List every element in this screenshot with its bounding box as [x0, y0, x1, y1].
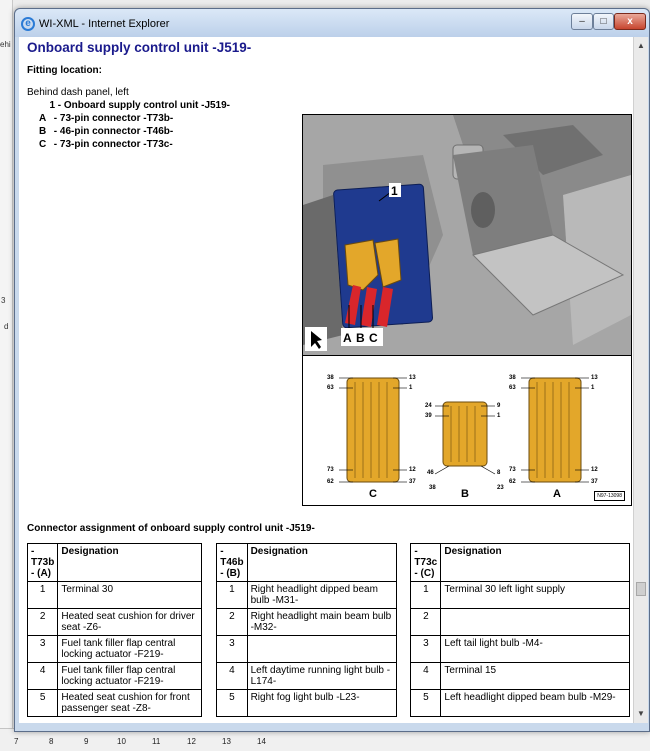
close-button[interactable]: x	[614, 13, 646, 30]
pin-designation: Left daytime running light bulb -L174-	[247, 663, 396, 690]
pin-label: 9	[497, 403, 501, 409]
pin-number: 5	[411, 690, 441, 717]
column-gap	[396, 544, 411, 582]
pin-label: 38	[509, 375, 516, 381]
connector-diagram	[303, 356, 631, 505]
table-row	[28, 690, 630, 717]
pin-number: 2	[217, 609, 247, 636]
background-text-fragment: d	[4, 322, 9, 331]
pin-label: 62	[509, 479, 516, 485]
column-header: - T73b - (A)	[28, 544, 58, 582]
pin-label: 73	[327, 467, 334, 473]
figure-reference: N97-13098	[594, 491, 625, 501]
pin-designation: Left tail light bulb -M4-	[441, 636, 630, 663]
page-title: Onboard supply control unit -J519-	[27, 40, 252, 55]
legend-item: A - 73-pin connector -T73b-	[39, 113, 174, 124]
table-row	[28, 636, 630, 663]
legend-item: B - 46-pin connector -T46b-	[39, 126, 174, 137]
ruler-mark: 10	[117, 737, 126, 746]
column-gap	[396, 609, 411, 636]
pin-label: 62	[327, 479, 334, 485]
pin-label: 63	[327, 385, 334, 391]
column-gap	[202, 544, 217, 582]
pin-number: 3	[217, 636, 247, 663]
background-text-fragment: ehi	[0, 40, 11, 49]
pin-label: 12	[591, 467, 598, 473]
table-row	[28, 582, 630, 609]
pin-number: 3	[411, 636, 441, 663]
column-header: Designation	[58, 544, 202, 582]
scroll-down-arrow-icon[interactable]: ▼	[637, 709, 645, 718]
pin-label: 1	[409, 385, 413, 391]
page-content	[19, 37, 633, 723]
scroll-up-arrow-icon[interactable]: ▲	[637, 41, 645, 50]
column-gap	[202, 636, 217, 663]
pin-number: 4	[411, 663, 441, 690]
pin-label: 13	[409, 375, 416, 381]
column-gap	[396, 690, 411, 717]
pin-designation	[441, 609, 630, 636]
location-text: Behind dash panel, left	[27, 87, 129, 98]
pin-designation: Terminal 15	[441, 663, 630, 690]
pin-label: 38	[327, 375, 334, 381]
pin-label: 8	[497, 470, 501, 476]
maximize-button[interactable]: □	[593, 13, 614, 30]
legend-item: C - 73-pin connector -T73c-	[39, 139, 173, 150]
pin-number: 5	[28, 690, 58, 717]
column-header: Designation	[441, 544, 630, 582]
window-title: WI-XML - Internet Explorer	[39, 18, 170, 30]
dashboard-illustration	[303, 115, 631, 355]
vertical-scrollbar[interactable]	[633, 37, 648, 723]
pin-number: 1	[411, 582, 441, 609]
pin-label: 12	[409, 467, 416, 473]
column-gap	[202, 609, 217, 636]
ruler-mark: 7	[14, 737, 19, 746]
pin-number: 1	[28, 582, 58, 609]
dashboard-photo	[303, 115, 631, 356]
callout-b: B	[356, 331, 365, 345]
ruler-mark: 8	[49, 737, 54, 746]
pin-number: 2	[411, 609, 441, 636]
pin-label: 13	[591, 375, 598, 381]
fitting-location-label: Fitting location:	[27, 65, 102, 76]
ruler-mark: 12	[187, 737, 196, 746]
column-gap	[202, 690, 217, 717]
ruler-mark: 13	[222, 737, 231, 746]
column-gap	[396, 582, 411, 609]
pin-label: 23	[497, 485, 504, 491]
pin-designation: Right fog light bulb -L23-	[247, 690, 396, 717]
connector-drawings	[303, 356, 631, 505]
section-heading: Connector assignment of onboard supply control unit -J519-	[27, 523, 315, 534]
pin-designation: Right headlight main beam bulb -M32-	[247, 609, 396, 636]
column-gap	[202, 663, 217, 690]
callout-c: C	[369, 331, 378, 345]
callout-1: 1	[391, 184, 398, 198]
pin-number: 3	[28, 636, 58, 663]
pin-designation: Terminal 30 left light supply	[441, 582, 630, 609]
connector-c-label: C	[369, 488, 377, 500]
pin-label: 24	[425, 403, 432, 409]
pin-label: 63	[509, 385, 516, 391]
column-header: - T46b - (B)	[217, 544, 247, 582]
callout-a: A	[343, 331, 352, 345]
pin-designation: Fuel tank filler flap central locking actuator -F219-	[58, 663, 202, 690]
ruler-mark: 14	[257, 737, 266, 746]
ruler-mark: 11	[152, 737, 161, 746]
ie-window	[14, 8, 650, 732]
background-side-strip	[0, 0, 13, 750]
title-bar[interactable]	[15, 9, 649, 37]
column-gap	[202, 582, 217, 609]
table-row	[28, 663, 630, 690]
pin-designation: Terminal 30	[58, 582, 202, 609]
column-gap	[396, 663, 411, 690]
pin-label: 1	[497, 413, 501, 419]
column-header: - T73c - (C)	[411, 544, 441, 582]
fitting-location-figure	[302, 114, 632, 506]
pin-number: 2	[28, 609, 58, 636]
pin-designation: Heated seat cushion for driver seat -Z6-	[58, 609, 202, 636]
pin-number: 4	[28, 663, 58, 690]
connector-assignment-table	[27, 543, 630, 717]
pin-number: 5	[217, 690, 247, 717]
internet-explorer-icon: e	[21, 17, 35, 31]
column-gap	[396, 636, 411, 663]
pin-label: 39	[425, 413, 432, 419]
connector-b-label: B	[461, 488, 469, 500]
scrollbar-thumb[interactable]	[636, 582, 646, 596]
minimize-button[interactable]: –	[571, 13, 593, 30]
pin-label: 37	[409, 479, 416, 485]
connector-a-label: A	[553, 488, 561, 500]
pin-label: 1	[591, 385, 595, 391]
figure-legend	[39, 99, 231, 151]
pin-number: 4	[217, 663, 247, 690]
legend-item: 1 - Onboard supply control unit -J519-	[49, 100, 231, 111]
pin-label: 73	[509, 467, 516, 473]
pin-designation: Left headlight dipped beam bulb -M29-	[441, 690, 630, 717]
ruler-mark: 9	[84, 737, 89, 746]
pin-label: 37	[591, 479, 598, 485]
pin-label: 46	[427, 470, 434, 476]
pin-designation: Heated seat cushion for front passenger seat -Z8-	[58, 690, 202, 717]
pin-designation: Fuel tank filler flap central locking actuator -F219-	[58, 636, 202, 663]
background-text-fragment: 3	[1, 296, 6, 305]
table-row	[28, 609, 630, 636]
pin-number: 1	[217, 582, 247, 609]
pin-label: 38	[429, 485, 436, 491]
pin-designation: Right headlight dipped beam bulb -M31-	[247, 582, 396, 609]
pin-designation	[247, 636, 396, 663]
table-header-row	[28, 544, 630, 582]
column-header: Designation	[247, 544, 396, 582]
